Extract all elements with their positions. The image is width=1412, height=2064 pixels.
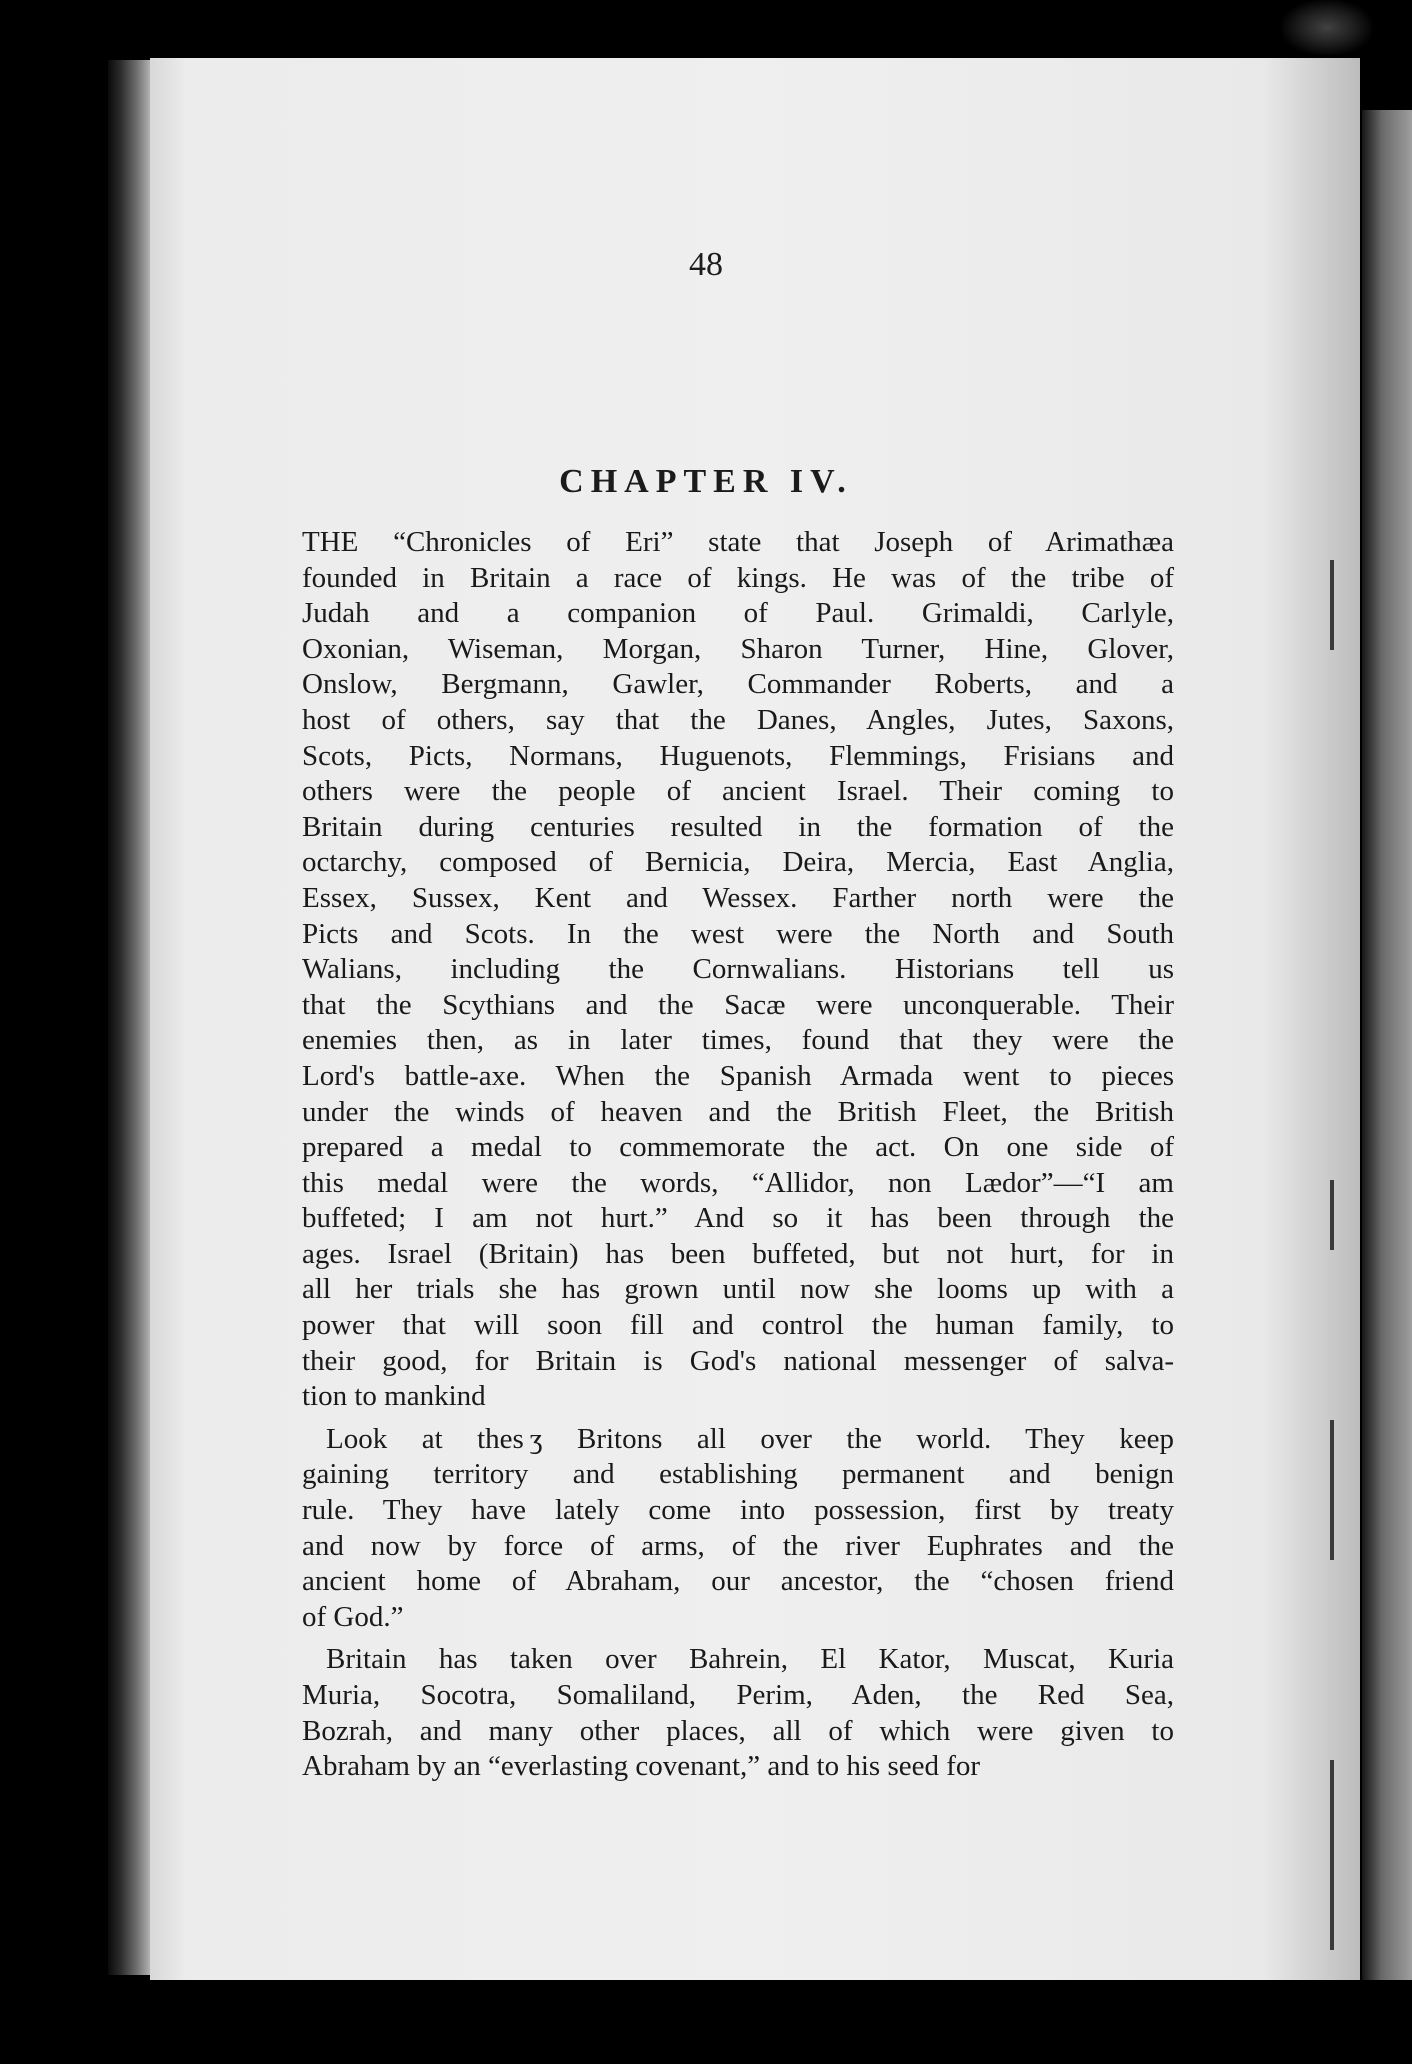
paragraph [302,1422,1174,1636]
page-edge-mark [1330,1760,1334,1950]
chapter-body-text [302,525,1174,1792]
text-line: tion to mankind [302,1380,486,1413]
text-line: that the Scythians and the Sacæ were unconquerable. Their [302,988,1174,1021]
text-line: under the winds of heaven and the British Fleet, the British [302,1095,1174,1128]
text-line: this medal were the words, “Allidor, non Lædor”—“I am [302,1166,1174,1199]
page-number: 48 [689,246,723,283]
text-line: Oxonian, Wiseman, Morgan, Sharon Turner, Hine, Glover, [302,632,1174,665]
text-line: their good, for Britain is God's national messenger of salva- [302,1344,1174,1377]
page-edge-mark [1330,560,1334,650]
text-line: Walians, including the Cornwalians. Historians tell us [302,953,1174,986]
adjacent-page-edge [1362,110,1412,1980]
text-line: Abraham by an “everlasting covenant,” and to his seed for [302,1750,981,1783]
text-line: all her trials she has grown until now she looms up with a [302,1273,1174,1306]
text-line: THE “Chronicles of Eri” state that Joseph of Arimathæa [302,526,1174,558]
text-line: ancient home of Abraham, our ancestor, the “chosen friend [302,1565,1174,1598]
paragraph [302,525,1174,1415]
text-line: Onslow, Bergmann, Gawler, Commander Roberts, and a [302,668,1174,701]
text-line: Scots, Picts, Normans, Huguenots, Flemmings, Frisians and [302,739,1174,772]
text-line: octarchy, composed of Bernicia, Deira, Mercia, East Anglia, [302,846,1174,879]
text-line: gaining territory and establishing permanent and benign [302,1458,1174,1491]
text-line: prepared a medal to commemorate the act. On one side of [302,1131,1174,1164]
text-line: Judah and a companion of Paul. Grimaldi, Carlyle, [302,597,1174,630]
text-line: rule. They have lately come into possession, first by treaty [302,1494,1174,1527]
text-line: and now by force of arms, of the river Euphrates and the [302,1529,1174,1562]
scan-dust-mark [1282,0,1372,55]
text-line: others were the people of ancient Israel. Their coming to [302,775,1174,808]
page-edge-mark [1330,1180,1334,1250]
text-line: founded in Britain a race of kings. He was of the tribe of [302,561,1174,594]
text-line: Picts and Scots. In the west were the North and South [302,917,1174,950]
page-edge-mark [1330,1420,1334,1560]
text-line: host of others, say that the Danes, Angles, Jutes, Saxons, [302,703,1174,736]
text-line: power that will soon fill and control the human family, to [302,1309,1174,1342]
paragraph [302,1642,1174,1784]
text-line: Look at thes ʒ Britons all over the world. They keep [326,1422,1174,1455]
text-line: Lord's battle-axe. When the Spanish Armada went to pieces [302,1059,1174,1092]
text-line: buffeted; I am not hurt.” And so it has been through the [302,1202,1174,1235]
text-line: Britain has taken over Bahrein, El Kator, Muscat, Kuria [326,1643,1174,1676]
text-line: of God.” [302,1600,404,1633]
text-line: enemies then, as in later times, found that they were the [302,1024,1174,1057]
chapter-heading: CHAPTER IV. [559,463,853,500]
text-line: Bozrah, and many other places, all of which were given to [302,1714,1174,1747]
text-line: Muria, Socotra, Somaliland, Perim, Aden, the Red Sea, [302,1679,1174,1711]
text-line: Britain during centuries resulted in the formation of the [302,810,1174,843]
text-line: ages. Israel (Britain) has been buffeted, but not hurt, for in [302,1237,1174,1270]
text-line: Essex, Sussex, Kent and Wessex. Farther north were the [302,881,1174,914]
